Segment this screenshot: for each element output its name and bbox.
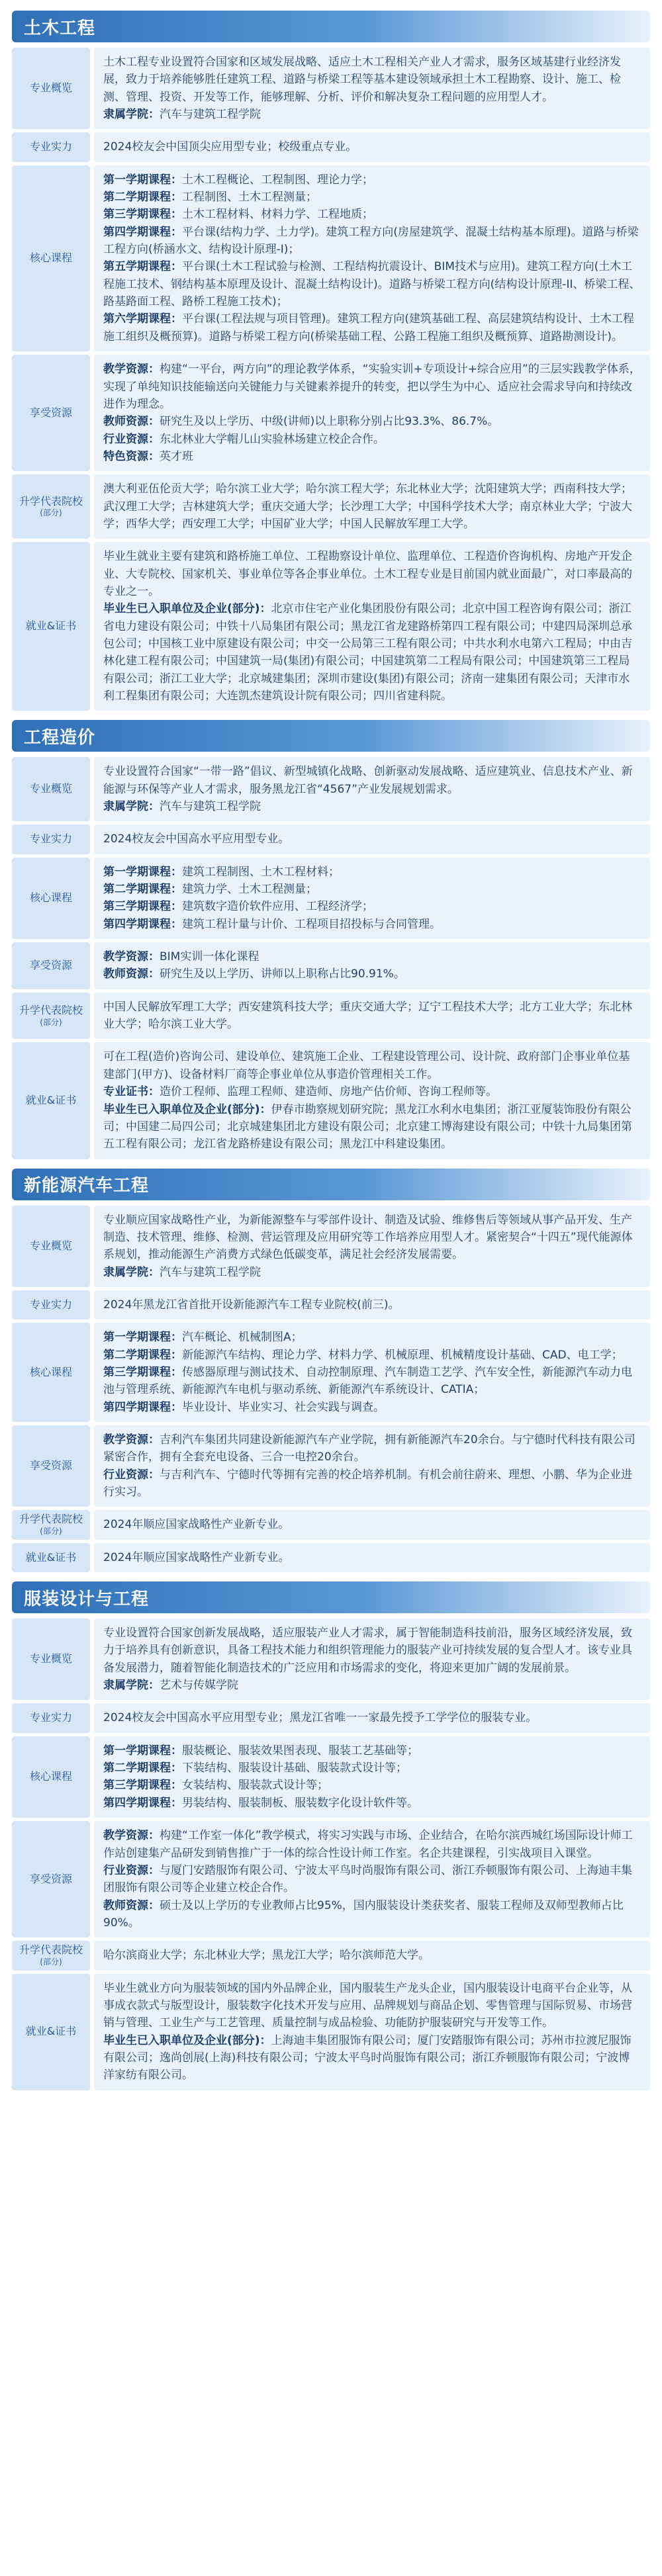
content-key: 第六学期课程： — [103, 312, 182, 326]
info-row — [12, 132, 650, 161]
major-section — [12, 11, 650, 711]
row-label-sub: (部分) — [40, 508, 62, 518]
content-text: 建筑力学、土木工程测量； — [182, 883, 317, 897]
info-row — [12, 1974, 650, 2090]
content-text: 土木工程材料、材料力学、工程地质； — [182, 208, 373, 222]
content-line — [103, 1101, 641, 1153]
content-line — [103, 830, 641, 848]
row-label-text: 专业实力 — [29, 832, 72, 846]
content-line — [103, 480, 641, 533]
content-line — [103, 1083, 641, 1100]
row-label — [12, 1206, 90, 1287]
row-label-text: 享受资源 — [29, 959, 72, 972]
content-key: 第二学期课程： — [103, 1761, 182, 1775]
row-label — [12, 132, 90, 161]
content-key: 特色资源： — [103, 449, 160, 463]
content-line — [103, 1516, 641, 1533]
content-key: 隶属学院： — [103, 1265, 160, 1279]
content-text: 澳大利亚伍伦贡大学；哈尔滨工业大学；哈尔滨工程大学；东北林业大学；沈阳建筑大学；西南科技大学；武汉理工大学；吉林建筑大学；重庆交通大学；长沙理工大学；中国科学技术大学；南京林业大学；宁波大学；西华大学；西安理工大学；中国矿业大学；中国人民解放军理工大学。 — [103, 482, 632, 531]
content-text: 构建“工作室一体化”教学模式，将实习实践与市场、企业结合，在哈尔滨西城红场国际设计师工作站创建集产品研发到销售推广于一体的综合性设计师工作室。名企共建课程，引实战项目入课堂。 — [103, 1829, 633, 1860]
row-label-text: 就业&证书 — [25, 1550, 77, 1564]
section-title: 新能源汽车工程 — [24, 1176, 150, 1196]
content-key: 毕业生已入职单位及企业(部分)： — [103, 2033, 271, 2047]
row-label-text: 就业&证书 — [25, 2025, 77, 2038]
row-label — [12, 1425, 90, 1507]
content-line — [103, 1431, 641, 1466]
content-text: 建筑数字造价软件应用、工程经济学； — [182, 900, 373, 914]
row-label — [12, 824, 90, 854]
info-row — [12, 1323, 650, 1422]
content-key: 第三学期课程： — [103, 900, 182, 914]
content-text: 平台课(工程法规与项目管理)。建筑工程方向(建筑基础工程、高层建筑结构设计、土木工程施工组织及概预算)。道路与桥梁工程方向(桥梁基础工程、公路工程施工组织及概预算、道路勘测设计)。 — [103, 312, 634, 343]
row-content — [94, 757, 650, 821]
content-text: 建筑工程计量与计价、工程项目招投标与合同管理。 — [182, 917, 441, 931]
content-line — [103, 361, 641, 413]
info-row — [12, 1290, 650, 1319]
info-row — [12, 474, 650, 539]
content-line — [103, 1364, 641, 1399]
row-label — [12, 1323, 90, 1422]
row-content — [94, 993, 650, 1040]
row-label — [12, 355, 90, 471]
content-key: 第二学期课程： — [103, 1348, 182, 1362]
row-label — [12, 1042, 90, 1159]
content-line — [103, 763, 641, 798]
row-label — [12, 48, 90, 129]
content-key: 第四学期课程： — [103, 917, 182, 931]
content-key: 隶属学院： — [103, 1679, 160, 1693]
row-content — [94, 48, 650, 129]
content-key: 行业资源： — [103, 1468, 160, 1482]
content-text: 构建“一平台，两方向”的理论教学体系，“实验实训+专项设计+综合应用”的三层实践教学体系，实现了单纯知识技能输送向关键能力与关键素养提升的转变，把以学生为中心、适应社会需求导向和持续改进作为理念。 — [103, 363, 641, 411]
content-text: 北京市住宅产业化集团股份有限公司；北京中国工程咨询有限公司；浙江省电力建设有限公司；中铁十八局集团有限公司；黑龙江省龙建路桥第四工程有限公司；中建四局深圳总承包公司；中国核工业中原建设有限公司；中交一公局第三工程有限公司；中共水利水电第六工程局；中由吉林化建工程有限公司；中国建筑一局(集团)有限公司；中国建筑第二工程局有限公司；中国建筑第三工程局有限公司；浙江工业大学；北京城建集团；深圳市建设(集团)有限公司；济南一建集团有限公司；天津市水利工程集团有限公司；大连凯杰建筑设计院有限公司；四川省建科院。 — [103, 602, 632, 703]
content-line — [103, 1777, 641, 1794]
row-label-sub: (部分) — [40, 1527, 62, 1536]
content-key: 教师资源： — [103, 1898, 160, 1912]
major-section — [12, 720, 650, 1159]
row-content — [94, 1206, 650, 1287]
row-content — [94, 1821, 650, 1937]
info-row — [12, 1736, 650, 1818]
content-line — [103, 310, 641, 345]
content-text: 建筑工程制图、土木工程材料； — [182, 865, 340, 879]
info-row — [12, 1206, 650, 1287]
row-label-text: 专业实力 — [29, 140, 72, 154]
content-line — [103, 898, 641, 915]
section-title: 土木工程 — [24, 18, 96, 38]
content-line — [103, 106, 641, 123]
info-row — [12, 1042, 650, 1159]
content-line — [103, 1264, 641, 1281]
row-content — [94, 474, 650, 539]
content-text: 新能源汽车结构、理论力学、材料力学、机械原理、机械精度设计基础、CAD、电工学； — [182, 1348, 623, 1362]
info-row — [12, 1543, 650, 1572]
content-line — [103, 1827, 641, 1862]
info-row — [12, 824, 650, 854]
content-key: 第一学期课程： — [103, 865, 182, 879]
info-row — [12, 858, 650, 939]
content-line — [103, 1624, 641, 1677]
row-label — [12, 757, 90, 821]
row-content — [94, 1619, 650, 1700]
row-label — [12, 1619, 90, 1700]
row-label — [12, 993, 90, 1040]
major-section — [12, 1581, 650, 2090]
content-key: 隶属学院： — [103, 108, 160, 122]
info-row — [12, 1425, 650, 1507]
info-row — [12, 1821, 650, 1937]
row-label — [12, 1703, 90, 1732]
row-label — [12, 1510, 90, 1539]
content-line — [103, 1897, 641, 1932]
row-label-text: 专业实力 — [29, 1711, 72, 1724]
row-content — [94, 1736, 650, 1818]
row-content — [94, 1290, 650, 1319]
content-key: 第三学期课程： — [103, 208, 182, 222]
content-line — [103, 548, 641, 600]
row-label — [12, 1821, 90, 1937]
content-key: 第二学期课程： — [103, 191, 182, 204]
content-line — [103, 206, 641, 223]
content-text: 吉利汽车集团共同建设新能源汽车产业学院，拥有新能源汽车20余台。与宁德时代科技有限公司紧密合作，拥有全套充电设备、三合一电控20余台。 — [103, 1433, 636, 1464]
content-line — [103, 1329, 641, 1346]
row-label-text: 专业实力 — [29, 1298, 72, 1311]
content-line — [103, 138, 641, 155]
content-text: 专业顺应国家战略性产业，为新能源整车与零部件设计、制造及试验、维修售后等领域从事产品开发、生产制造、技术管理、维修、检测、营运管理及应用研究等工作培养应用型人才。紧密契合“十四五”现代能源体系规划，推动能源生产消费方式绿色低碳变革，满足社会经济发展需要。 — [103, 1213, 633, 1262]
content-text: 研究生及以上学历、讲师以上职称占比90.91%。 — [160, 967, 405, 981]
content-line — [103, 1296, 641, 1313]
row-label-text: 就业&证书 — [25, 619, 77, 633]
content-key: 行业资源： — [103, 1863, 160, 1877]
row-label-text: 享受资源 — [29, 1459, 72, 1472]
content-text: 2024校友会中国高水平应用型专业。 — [103, 832, 290, 846]
row-content — [94, 1323, 650, 1422]
content-text: BIM实训一体化课程 — [160, 950, 260, 964]
content-key: 第四学期课程： — [103, 1796, 182, 1810]
info-row — [12, 355, 650, 471]
content-key: 教学资源： — [103, 363, 160, 377]
content-key: 第四学期课程： — [103, 225, 182, 239]
row-label-text: 核心课程 — [29, 1365, 72, 1378]
row-label — [12, 1290, 90, 1319]
content-text: 汽车与建筑工程学院 — [160, 108, 261, 122]
content-line — [103, 999, 641, 1034]
content-text: 伊春市勘察规划研究院；黑龙江水利水电集团；浙江亚厦装饰股份有限公司；中国建二局四公司；北京城建集团北方建设有限公司；北京建工博海建设有限公司；中铁十九局集团第五工程有限公司；龙江省龙路桥建设有限公司；黑龙江中科建设集团。 — [103, 1102, 632, 1151]
content-text: 下装结构、服装设计基础、服装款式设计等； — [182, 1761, 407, 1775]
row-content — [94, 1941, 650, 1970]
row-label — [12, 1974, 90, 2090]
content-line — [103, 1399, 641, 1416]
content-key: 毕业生已入职单位及企业(部分)： — [103, 602, 271, 616]
content-line — [103, 1212, 641, 1264]
content-key: 教学资源： — [103, 1433, 160, 1446]
content-text: 硕士及以上学历的专业教师占比95%，国内服装设计类获奖者、服装工程师及双师型教师占比90%。 — [103, 1898, 624, 1930]
content-line — [103, 1947, 641, 1964]
content-text: 男装结构、服装制板、服装数字化设计软件等。 — [182, 1796, 418, 1810]
info-row — [12, 1510, 650, 1539]
content-text: 服装概论、服装效果图表现、服装工艺基础等； — [182, 1744, 418, 1757]
content-line — [103, 948, 641, 965]
content-key: 教师资源： — [103, 967, 160, 981]
content-text: 2024校友会中国高水平应用型专业；黑龙江省唯一一家最先授予工学学位的服装专业。 — [103, 1711, 538, 1725]
row-label-text: 核心课程 — [29, 891, 72, 904]
content-text: 专业设置符合国家“一带一路”倡议、新型城镇化战略、创新驱动发展战略、适应建筑业、信息技术产业、新能源与环保等产业人才需求，服务黑龙江省“4567”产业发展规划需求。 — [103, 765, 633, 796]
row-content — [94, 1425, 650, 1507]
content-text: 汽车与建筑工程学院 — [160, 1265, 261, 1279]
content-text: 专业设置符合国家创新发展战略，适应服装产业人才需求，属于智能制造科技前沿，服务区域经济发展，致力于培养具有创新意识，具备工程技术能力和组织管理能力的服装产业可持续发展的复合型人才。该专业具备发展潜力，随着智能化制造技术的广泛应用和市场需求的变化，将迎来更加广阔的发展前景。 — [103, 1626, 632, 1675]
section-title: 服装设计与工程 — [24, 1589, 150, 1609]
row-label — [12, 942, 90, 989]
content-line — [103, 1759, 641, 1777]
row-label — [12, 1543, 90, 1572]
row-content — [94, 824, 650, 854]
content-key: 隶属学院： — [103, 800, 160, 814]
content-key: 第一学期课程： — [103, 173, 182, 187]
content-line — [103, 54, 641, 106]
content-line — [103, 916, 641, 933]
row-label-text: 升学代表院校 — [19, 1513, 83, 1526]
content-text: 女装结构、服装款式设计等； — [182, 1779, 328, 1793]
content-key: 第一学期课程： — [103, 1331, 182, 1345]
content-key: 第二学期课程： — [103, 883, 182, 897]
content-text: 研究生及以上学历、中级(讲师)以上职称分别占比93.3%、86.7%。 — [160, 415, 499, 429]
row-label — [12, 1736, 90, 1818]
content-line — [103, 1742, 641, 1759]
content-key: 行业资源： — [103, 432, 160, 446]
content-key: 第三学期课程： — [103, 1365, 182, 1379]
content-text: 2024年顺应国家战略性产业新专业。 — [103, 1550, 290, 1564]
content-text: 平台课(结构力学、土力学)。建筑工程方向(房屋建筑学、混凝土结构基本原理)。道路与桥梁工程方向(桥涵水文、结构设计原理-I)； — [103, 225, 639, 257]
content-line — [103, 413, 641, 430]
content-line — [103, 258, 641, 310]
content-text: 土木工程概论、工程制图、理论力学； — [182, 173, 373, 187]
section-header — [12, 720, 650, 752]
content-line — [103, 2032, 641, 2084]
content-line — [103, 600, 641, 705]
content-key: 第五学期课程： — [103, 260, 182, 274]
content-key: 教学资源： — [103, 950, 160, 964]
content-text: 哈尔滨商业大学；东北林业大学；黑龙江大学；哈尔滨师范大学。 — [103, 1949, 430, 1963]
row-label-text: 核心课程 — [29, 1770, 72, 1783]
content-text: 造价工程师、监理工程师、建造师、房地产估价师、咨询工程师等。 — [160, 1085, 497, 1099]
row-label-text: 就业&证书 — [25, 1094, 77, 1107]
row-content — [94, 1703, 650, 1732]
info-row — [12, 1941, 650, 1970]
row-label-text: 专业概览 — [29, 1652, 72, 1666]
row-label-text: 升学代表院校 — [19, 1943, 83, 1957]
content-text: 与厦门安踏服饰有限公司、宁波太平鸟时尚服饰有限公司、浙江乔顿服饰有限公司、上海迪丰集团服饰有限公司等企业建立校企合作。 — [103, 1863, 632, 1895]
content-key: 教师资源： — [103, 415, 160, 429]
content-line — [103, 431, 641, 448]
row-content — [94, 1543, 650, 1572]
row-content — [94, 1510, 650, 1539]
row-label-text: 专业概览 — [29, 81, 72, 95]
row-label — [12, 1941, 90, 1970]
content-line — [103, 1980, 641, 2032]
content-line — [103, 171, 641, 189]
content-line — [103, 881, 641, 898]
row-label — [12, 858, 90, 939]
content-line — [103, 448, 641, 465]
row-label — [12, 474, 90, 539]
content-line — [103, 1677, 641, 1694]
section-header — [12, 1581, 650, 1613]
content-text: 中国人民解放军理工大学；西安建筑科技大学；重庆交通大学；辽宁工程技术大学；北方工业大学；东北林业大学；哈尔滨工业大学。 — [103, 1000, 632, 1032]
info-row — [12, 1619, 650, 1700]
content-line — [103, 1709, 641, 1726]
content-line — [103, 864, 641, 881]
row-label-sub: (部分) — [40, 1957, 62, 1967]
content-key: 第三学期课程： — [103, 1779, 182, 1793]
row-label-text: 专业概览 — [29, 782, 72, 795]
row-content — [94, 1042, 650, 1159]
row-content — [94, 165, 650, 351]
row-label — [12, 542, 90, 711]
content-text: 毕业生就业方向为服装领域的国内外品牌企业，国内服装生产龙头企业，国内服装设计电商平台企业等，从事成衣款式与版型设计，服装数字化技术开发与应用、品牌规划与商品企划、零售管理与国际贸易、市场营销与管理、工业生产与工艺管理、质量控制与成品检验、功能防护服装研究与开发等工作。 — [103, 1981, 632, 2030]
content-line — [103, 1549, 641, 1566]
row-content — [94, 942, 650, 989]
row-label-text: 享受资源 — [29, 406, 72, 419]
row-content — [94, 542, 650, 711]
content-key: 教学资源： — [103, 1829, 160, 1843]
content-text: 平台课(土木工程试验与检测、工程结构抗震设计、BIM技术与应用)。建筑工程方向(土木工程施工技术、钢结构基本原理及设计、混凝土结构设计)。道路与桥梁工程方向(结构设计原理-II、桥梁工程、路基路面工程、路桥工程施工技术)； — [103, 260, 641, 309]
row-label-text: 升学代表院校 — [19, 1003, 83, 1016]
content-line — [103, 224, 641, 259]
content-text: 可在工程(造价)咨询公司、建设单位、建筑施工企业、工程建设管理公司、设计院、政府部门企事业单位基建部门(甲方)、设备材料厂商等企事业单位从事造价管理相关工作。 — [103, 1050, 630, 1081]
content-text: 东北林业大学帽儿山实验林场建立校企合作。 — [160, 432, 385, 446]
content-text: 土木工程专业设置符合国家和区域发展战略、适应土木工程相关产业人才需求，服务区域基建行业经济发展，致力于培养能够胜任建筑工程、道路与桥梁工程等基本建设领域承担土木工程勘察、设计、施工、检测、管理、投资、开发等工作，能够理解、分析、评价和解决复杂工程问题的应用型人才。 — [103, 56, 621, 104]
info-row — [12, 993, 650, 1040]
content-text: 2024校友会中国顶尖应用型专业；校级重点专业。 — [103, 140, 357, 154]
section-header — [12, 11, 650, 42]
content-line — [103, 1466, 641, 1501]
info-row — [12, 757, 650, 821]
content-text: 与吉利汽车、宁德时代等拥有完善的校企培养机制。有机会前往蔚来、理想、小鹏、华为企业进行实习。 — [103, 1468, 632, 1499]
content-line — [103, 798, 641, 815]
row-content — [94, 355, 650, 471]
content-key: 毕业生已入职单位及企业(部分)： — [103, 1102, 271, 1116]
content-key: 第一学期课程： — [103, 1744, 182, 1757]
row-content — [94, 1974, 650, 2090]
content-text: 2024年黑龙江省首批开设新能源汽车工程专业院校(前三)。 — [103, 1298, 400, 1311]
content-line — [103, 1795, 641, 1812]
row-label — [12, 165, 90, 351]
content-text: 汽车概论、机械制图A； — [182, 1331, 303, 1345]
info-row — [12, 542, 650, 711]
content-text: 毕业设计、毕业实习、社会实践与调查。 — [182, 1400, 385, 1414]
section-title: 工程造价 — [24, 727, 96, 748]
row-content — [94, 132, 650, 161]
content-key: 专业证书： — [103, 1085, 160, 1099]
row-label-text: 享受资源 — [29, 1872, 72, 1885]
content-key: 第四学期课程： — [103, 1400, 182, 1414]
content-line — [103, 1862, 641, 1897]
row-content — [94, 858, 650, 939]
content-line — [103, 965, 641, 983]
info-row — [12, 165, 650, 351]
row-label-sub: (部分) — [40, 1017, 62, 1027]
section-header — [12, 1169, 650, 1200]
row-label-text: 专业概览 — [29, 1239, 72, 1252]
content-line — [103, 1048, 641, 1083]
row-label-text: 升学代表院校 — [19, 494, 83, 508]
content-text: 艺术与传媒学院 — [160, 1679, 238, 1693]
content-text: 毕业生就业主要有建筑和路桥施工单位、工程勘察设计单位、监理单位、工程造价咨询机构、房地产开发企业、大专院校、国家机关、事业单位等各企事业单位。土木工程专业是目前国内就业面最广，对口率最高的专业之一。 — [103, 550, 632, 598]
content-text: 传感器原理与测试技术、自动控制原理、汽车制造工艺学、汽车安全性，新能源汽车动力电池与管理系统、新能源汽车电机与驱动系统、新能源汽车系统设计、CATIA； — [103, 1365, 632, 1397]
content-text: 汽车与建筑工程学院 — [160, 800, 261, 814]
content-text: 工程制图、土木工程测量； — [182, 191, 317, 204]
row-label-text: 核心课程 — [29, 251, 72, 265]
content-text: 上海迪丰集团服饰有限公司；厦门安踏服饰有限公司；苏州市拉渡尼服饰有限公司；逸尚创展(上海)科技有限公司；宁波太平鸟时尚服饰有限公司；浙江乔顿服饰有限公司；宁波博洋家纺有限公司。 — [103, 2033, 632, 2082]
content-text: 2024年顺应国家战略性产业新专业。 — [103, 1518, 290, 1532]
info-row — [12, 1703, 650, 1732]
major-section — [12, 1169, 650, 1573]
content-line — [103, 1347, 641, 1364]
info-row — [12, 48, 650, 129]
content-line — [103, 189, 641, 206]
content-text: 英才班 — [160, 449, 193, 463]
info-row — [12, 942, 650, 989]
